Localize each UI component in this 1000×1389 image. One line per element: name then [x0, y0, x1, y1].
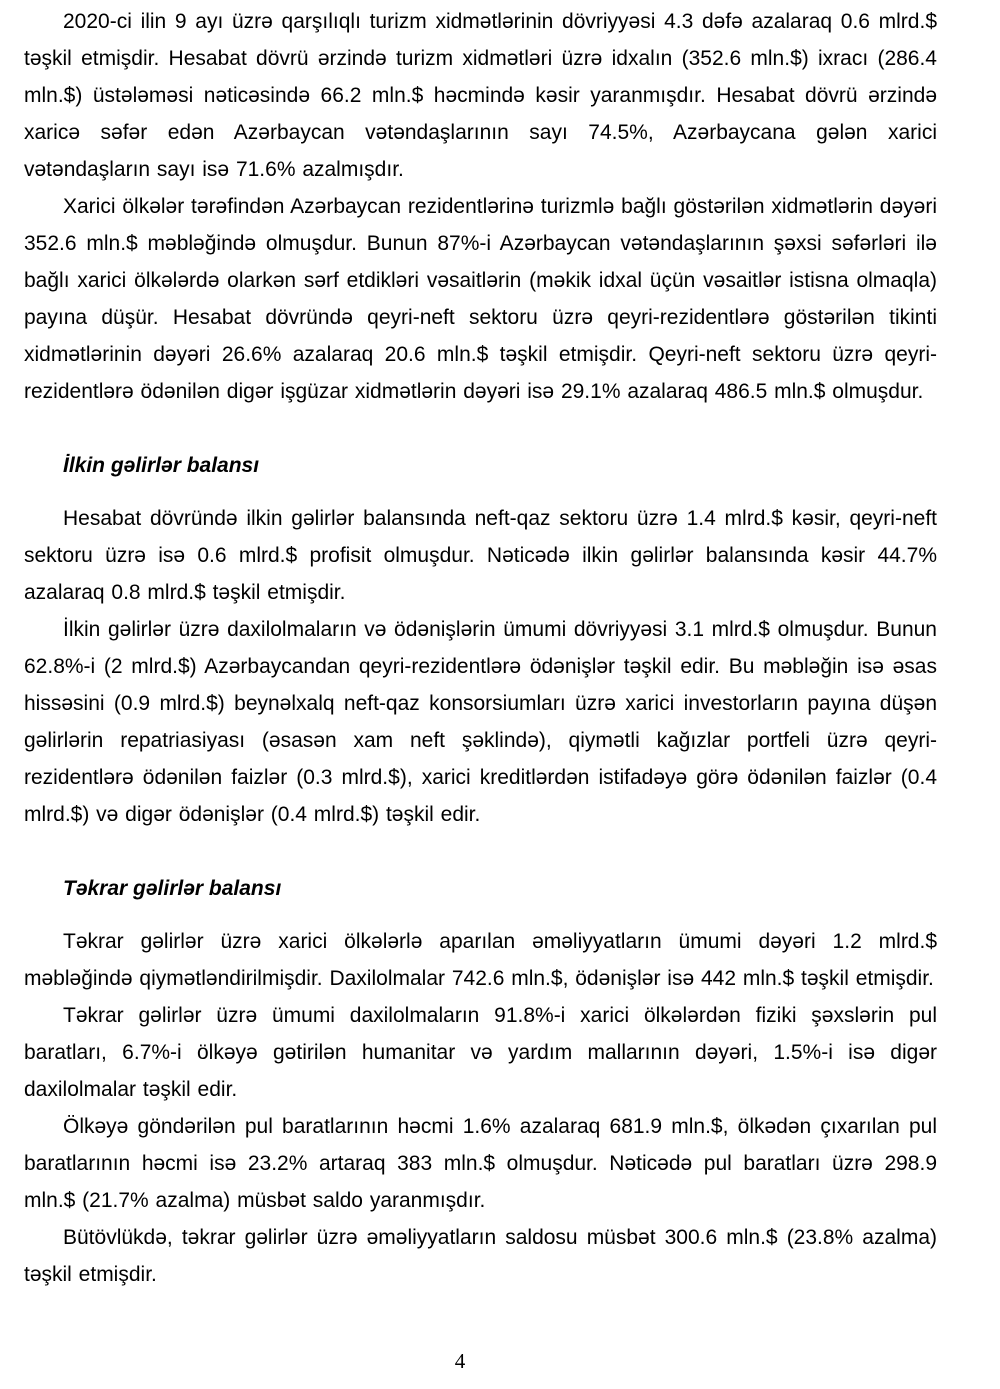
- paragraph-money-transfers: Ölkəyə göndərilən pul baratlarının həcmi 1.6% azalaraq 681.9 mln.$, ölkədən çıxarılan pul baratlarının həcmi isə 23.2% artaraq 383 mln.$ olmuşdur. Nəticədə pul baratları üzrə 298.9 mln.$ (21.7% azalma) müsbət saldo yaranmışdır.: [24, 1115, 937, 1212]
- paragraph-tourism-services-detail: Xarici ölkələr tərəfindən Azərbaycan rezidentlərinə turizmlə bağlı göstərilən xidmətlərin dəyəri 352.6 mln.$ məbləğində olmuşdur. Bunun 87%-i Azərbaycan vətəndaşlarının şəxsi səfərləri ilə bağlı xarici ölkələrdə olarkən sərf etdikləri vəsaitlərin (məkik idxal üçün vəsaitlər istisna olmaqla) payına düşür. Hesabat dövründə qeyri-neft sektoru üzrə qeyri-rezidentlərə göstərilən tikinti xidmətlərinin dəyəri 26.6% azalaraq 20.6 mln.$ təşkil etmişdir. Qeyri-neft sektoru üzrə qeyri-rezidentlərə ödənilən digər işgüzar xidmətlərin dəyəri isə 29.1% azalaraq 486.5 mln.$ olmuşdur.: [24, 195, 937, 403]
- paragraph-tourism-turnover: 2020-ci ilin 9 ayı üzrə qarşılıqlı turizm xidmətlərinin dövriyyəsi 4.3 dəfə azalaraq 0.6 mlrd.$ təşkil etmişdir. Hesabat dövrü ərzində turizm xidmətləri üzrə idxalın (352.6 mln.$) ixracı (286.4 mln.$) üstələməsi nəticəsində 66.2 mln.$ həcmində kəsir yaranmışdır. Hesabat dövrü ərzində xaricə səfər edən Azərbaycan vətəndaşlarının sayı 74.5%, Azərbaycana gələn xarici vətəndaşların sayı isə 71.6% azalmışdır.: [24, 10, 937, 181]
- paragraph-secondary-income-summary: Təkrar gəlirlər üzrə xarici ölkələrlə aparılan əməliyyatların ümumi dəyəri 1.2 mlrd.$ məbləğində qiymətləndirilmişdir. Daxilolmalar 742.6 mln.$, ödənişlər isə 442 mln.$ təşkil etmişdir.: [24, 930, 937, 990]
- paragraph-secondary-income-saldo: Bütövlükdə, təkrar gəlirlər üzrə əməliyyatların saldosu müsbət 300.6 mln.$ (23.8% azalma) təşkil etmişdir.: [24, 1226, 937, 1286]
- paragraph-primary-income-flows: İlkin gəlirlər üzrə daxilolmaların və ödənişlərin ümumi dövriyyəsi 3.1 mlrd.$ olmuşdur. Bunun 62.8%-i (2 mlrd.$) Azərbaycandan qeyri-rezidentlərə ödənişlər təşkil edir. Bu məbləğin isə əsas hissəsini (0.9 mlrd.$) beynəlxalq neft-qaz konsorsiumları üzrə xarici investorların payına düşən gəlirlərin repatriasiyası (əsasən xam neft şəklində), qiymətli kağızlar portfeli üzrə qeyri-rezidentlərə ödənilən faizlər (0.3 mlrd.$), xarici kreditlərdən istifadəyə görə ödənilən faizlər (0.4 mlrd.$) və digər ödənişlər (0.4 mlrd.$) təşkil edir.: [24, 618, 937, 826]
- heading-primary-income-balance: İlkin gəlirlər balansı: [63, 454, 260, 477]
- paragraph-secondary-income-structure: Təkrar gəlirlər üzrə ümumi daxilolmaların 91.8%-i xarici ölkələrdən fiziki şəxslərin pul baratları, 6.7%-i ölkəyə gətirilən humanitar və yardım mallarının dəyəri, 1.5%-i isə digər daxilolmalar təşkil edir.: [24, 1004, 937, 1101]
- page-number: 4: [454, 1349, 466, 1373]
- heading-secondary-income-balance: Təkrar gəlirlər balansı: [63, 877, 282, 900]
- paragraph-primary-income-summary: Hesabat dövründə ilkin gəlirlər balansında neft-qaz sektoru üzrə 1.4 mlrd.$ kəsir, qeyri-neft sektoru üzrə isə 0.6 mlrd.$ profisit olmuşdur. Nəticədə ilkin gəlirlər balansında kəsir 44.7% azalaraq 0.8 mlrd.$ təşkil etmişdir.: [24, 507, 937, 604]
